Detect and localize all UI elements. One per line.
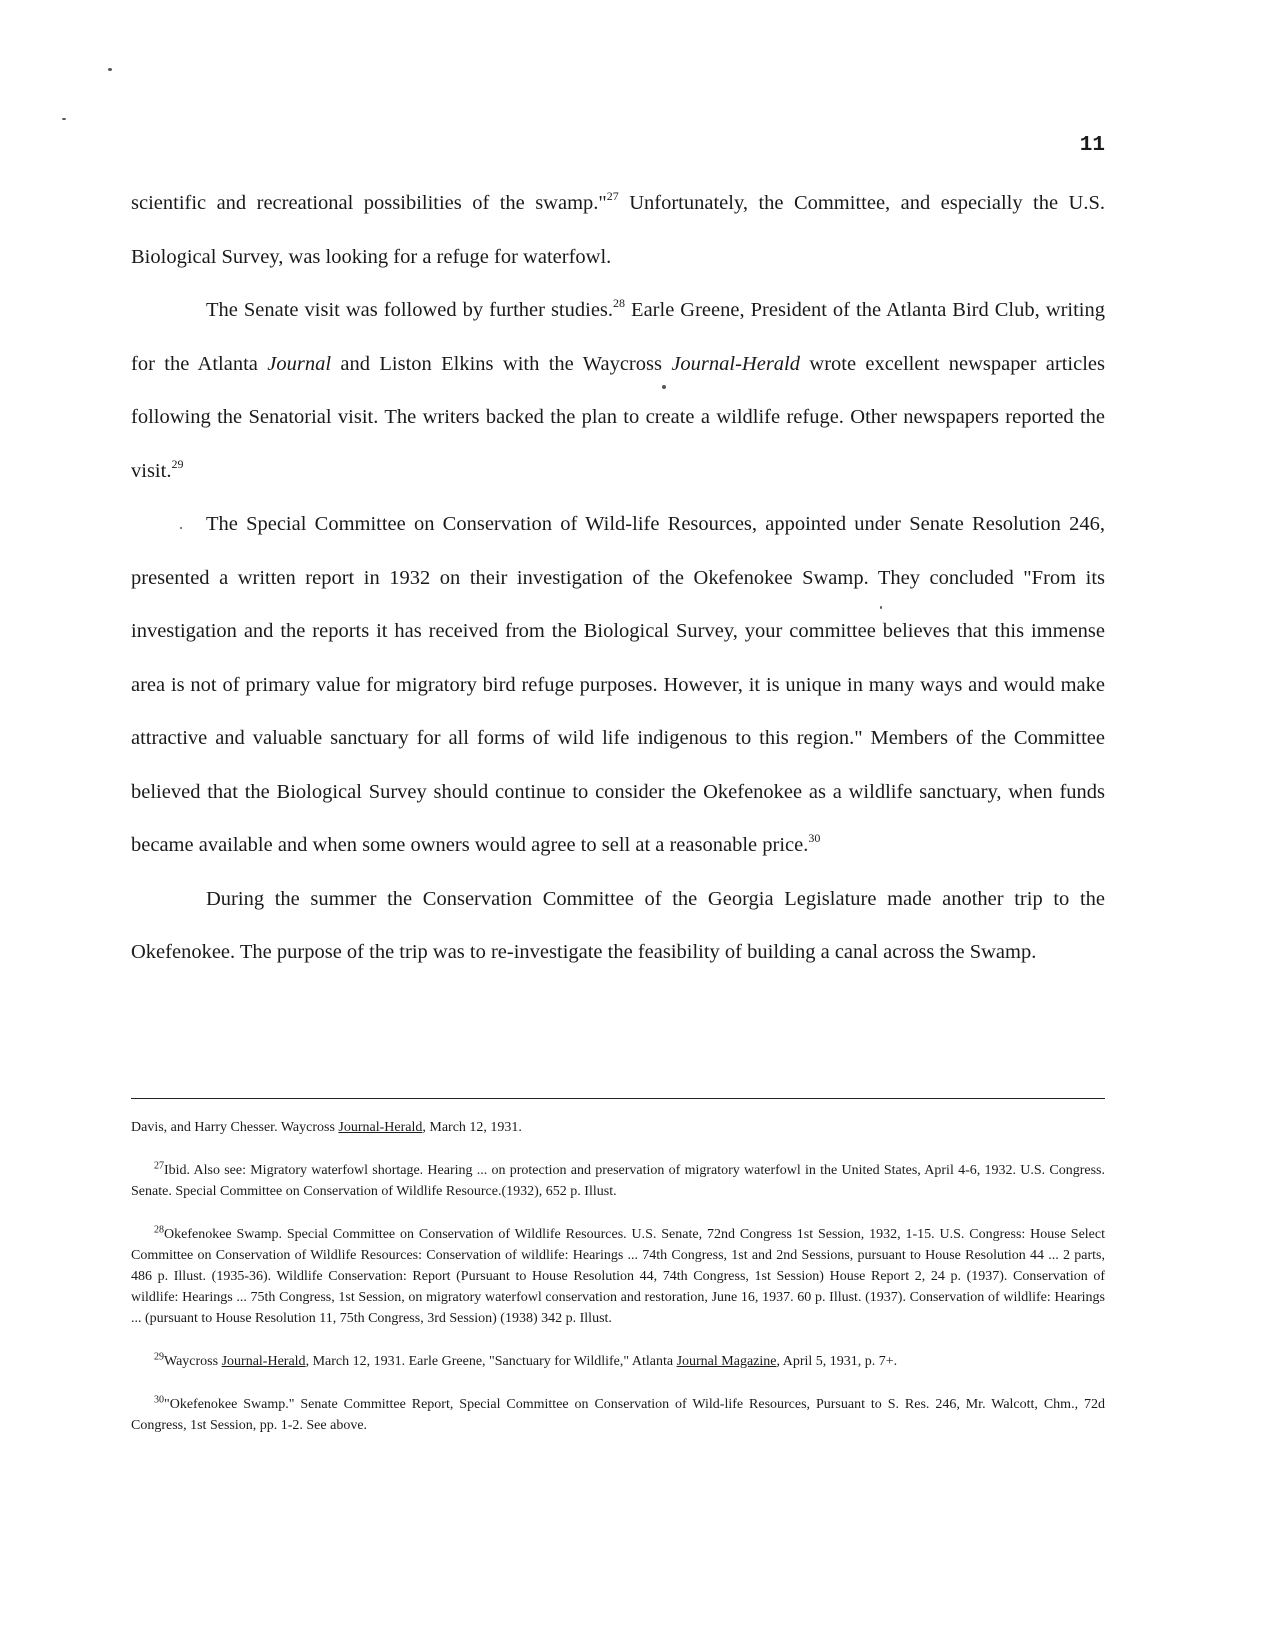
scan-speck xyxy=(62,118,66,120)
footnote-number: 27 xyxy=(154,1160,164,1172)
paragraph-text: The Special Committee on Conservation of Wild-life Resources, appointed under Senate Resolution 246, presented a written report in 1932 on their investigation of the Okefenokee Swamp. They concluded "From its investigation and the reports it has received from the Biological Survey, your committee believes that this immense area is not of primary value for migratory bird refuge purposes. However, it is unique in many ways and would make attractive and valuable sanctuary for all forms of wild life indigenous to this region." Members of the Committee believed that the Biological Survey should continue to consider the Okefenokee as a wildlife sanctuary, when funds became available and when some owners would agree to sell at a reasonable price. xyxy=(131,513,1105,856)
footnote-ref-28: 28 xyxy=(613,296,626,311)
underlined-title: Journal-Herald xyxy=(338,1120,423,1135)
scan-speck xyxy=(662,385,666,389)
footnote-ref-29: 29 xyxy=(171,456,184,471)
footnote-27 xyxy=(131,1160,1105,1202)
footnote-29 xyxy=(131,1351,1105,1372)
paragraph-3 xyxy=(131,498,1105,873)
footnote-ref-30: 30 xyxy=(808,831,821,846)
paragraph-text: scientific and recreational possibilities of the swamp." xyxy=(131,192,607,214)
paragraph-2 xyxy=(131,284,1105,498)
italic-title: Journal xyxy=(267,352,332,375)
paragraph-4 xyxy=(131,873,1105,980)
paragraph-text: wrote excellent newspaper articles following the Senatorial visit. The writers backed the plan to create a wildlife refuge. Other newspapers reported the visit. xyxy=(131,352,1105,482)
scan-speck xyxy=(880,606,882,609)
paragraph-text: The Senate visit was followed by further studies. xyxy=(206,299,614,321)
underlined-title: Journal Magazine xyxy=(676,1354,777,1369)
footnote-text: , March 12, 1931. Earle Greene, "Sanctuary for Wildlife," Atlanta xyxy=(305,1354,677,1369)
page-number: 11 xyxy=(1079,134,1105,157)
body-text xyxy=(131,177,1105,980)
footnote-text: Waycross xyxy=(164,1354,222,1369)
scan-speck xyxy=(108,68,112,71)
scan-speck xyxy=(180,527,182,529)
footnote-number: 30 xyxy=(154,1394,164,1406)
footnote-divider xyxy=(131,1098,1105,1099)
paragraph-text: Unfortunately, the Committee, and especially the U.S. Biological Survey, was looking for a refuge for waterfowl. xyxy=(131,192,1105,268)
italic-title: Journal-Herald xyxy=(671,352,801,375)
footnotes xyxy=(131,1117,1105,1458)
footnote-30 xyxy=(131,1394,1105,1436)
paragraph-1 xyxy=(131,177,1105,284)
footnote-text: , March 12, 1931. xyxy=(422,1120,522,1135)
footnote-number: 28 xyxy=(154,1224,164,1236)
footnote-text: Ibid. Also see: Migratory waterfowl shortage. Hearing ... on protection and preservation of migratory waterfowl in the United States, April 4-6, 1932. U.S. Congress. Senate. Special Committee on Conservation of Wildlife Resource.(1932), 652 p. Illust. xyxy=(131,1163,1105,1199)
footnote-number: 29 xyxy=(154,1351,164,1363)
footnote-text: , April 5, 1931, p. 7+. xyxy=(776,1354,898,1369)
footnote-text: Davis, and Harry Chesser. Waycross xyxy=(131,1120,339,1135)
footnote-continuation xyxy=(131,1117,1105,1138)
footnote-ref-27: 27 xyxy=(606,189,619,204)
paragraph-text: Earle Greene, President of the Atlanta Bird Club, writing for the Atlanta xyxy=(131,299,1105,375)
footnote-text: Okefenokee Swamp. Special Committee on Conservation of Wildlife Resources. U.S. Senate, 72nd Congress 1st Session, 1932, 1-15. U.S. Congress: House Select Committee on Conservation of Wildlife Resources: Conservation of wildlife: Hearings ... 74th Congress, 1st and 2nd Sessions, pursuant to House Resolution 44 ... 2 parts, 486 p. Illust. (1935-36). Wildlife Conservation: Report (Pursuant to House Resolution 44, 74th Congress, 1st Session) House Report 2, 24 p. (1937). Conservation of wildlife: Hearings ... 75th Congress, 1st Session, on migratory waterfowl conservation and restoration, June 16, 1937. 60 p. Illust. (1937). Conservation of wildlife: Hearings ... (pursuant to House Resolution 11, 75th Congress, 3rd Session) (1938) 342 p. Illust. xyxy=(131,1227,1105,1326)
footnote-text: "Okefenokee Swamp." Senate Committee Report, Special Committee on Conservation of Wild-life Resources, Pursuant to S. Res. 246, Mr. Walcott, Chm., 72d Congress, 1st Session, pp. 1-2. See above. xyxy=(131,1397,1105,1433)
paragraph-text: During the summer the Conservation Committee of the Georgia Legislature made another trip to the Okefenokee. The purpose of the trip was to re-investigate the feasibility of building a canal across the Swamp. xyxy=(131,887,1105,963)
footnote-28 xyxy=(131,1224,1105,1329)
paragraph-text: and Liston Elkins with the Waycross xyxy=(331,352,672,375)
underlined-title: Journal-Herald xyxy=(221,1354,306,1369)
